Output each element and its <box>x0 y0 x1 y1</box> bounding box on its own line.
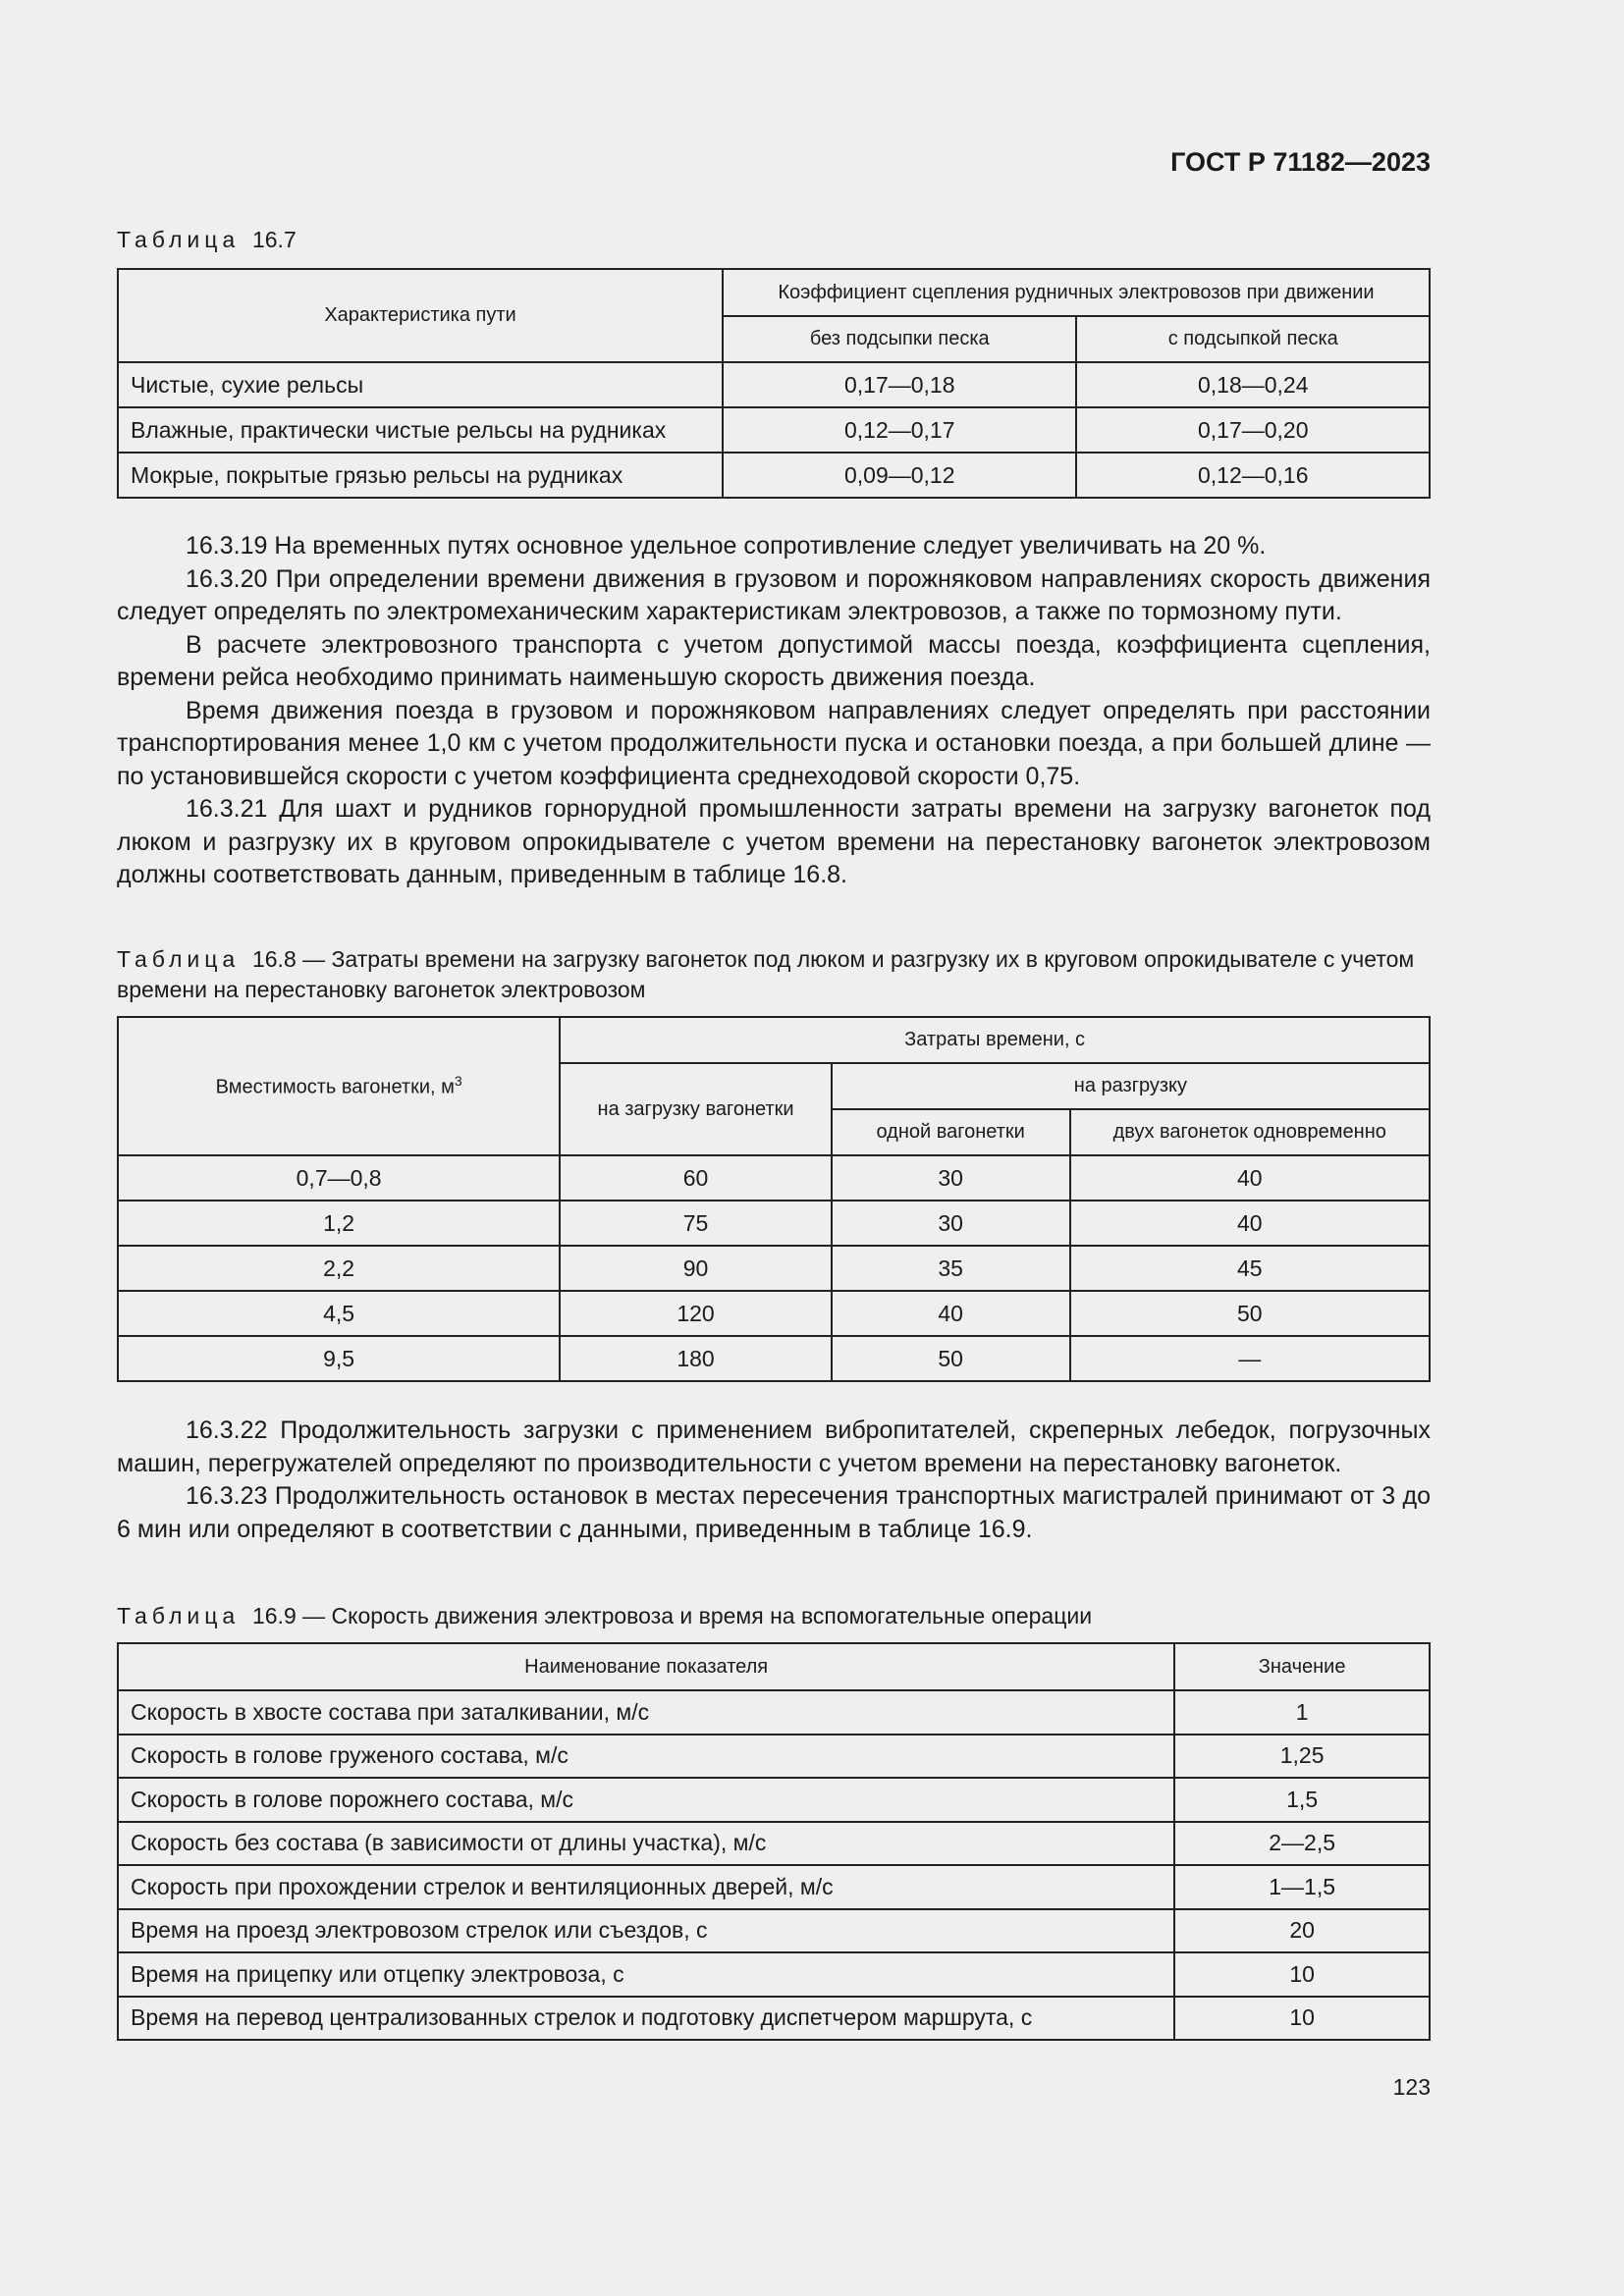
para-travel-time: Время движения поезда в грузовом и порожняковом направлениях следует определять при расстоянии транспортирования менее 1,0 км с учетом продолжительности пуска и остановки поезда, а при большей длине — по установившейся скорости с учетом коэффициента среднеходовой скорости 0,75. <box>117 696 1431 790</box>
table-cell: 30 <box>832 1201 1070 1246</box>
caption-number: 16.7 <box>251 227 297 252</box>
t167-header-sand: с подсыпкой песка <box>1076 316 1430 362</box>
table-16-7 <box>117 268 1431 499</box>
table-cell: 1—1,5 <box>1174 1865 1430 1909</box>
caption-text: 16.9 — Скорость движения электровоза и время на вспомогательные операции <box>251 1603 1093 1629</box>
table-cell: Время на перевод централизованных стрелок и подготовку диспетчером маршрута, с <box>118 1997 1174 2041</box>
paragraphs-16-3-19-to-16-3-21 <box>117 530 1431 892</box>
table-cell: 10 <box>1174 1952 1430 1997</box>
table-16-7-caption <box>117 225 297 255</box>
table-16-8 <box>117 1016 1431 1382</box>
table-cell: 75 <box>560 1201 832 1246</box>
table-cell: 10 <box>1174 1997 1430 2041</box>
table-cell: 1,25 <box>1174 1735 1430 1779</box>
table-row <box>118 362 1430 407</box>
standard-header: ГОСТ Р 71182—2023 <box>1170 147 1431 177</box>
table-row <box>118 1952 1430 1997</box>
t168-header-capacity: Вместимость вагонетки, $м^3$ <box>118 1017 560 1155</box>
table-cell: 0,09—0,12 <box>723 453 1076 498</box>
table-row <box>118 1997 1430 2041</box>
table-cell: 0,18—0,24 <box>1076 362 1430 407</box>
table-row <box>118 1690 1430 1735</box>
table-cell: Время на проезд электровозом стрелок или съездов, с <box>118 1909 1174 1953</box>
table-row <box>118 1822 1430 1866</box>
table-cell: 40 <box>832 1291 1070 1336</box>
t168-body <box>118 1155 1430 1381</box>
table-row <box>118 1246 1430 1291</box>
table-row <box>118 1336 1430 1381</box>
t169-body <box>118 1690 1430 2040</box>
table-cell: Скорость в голове порожнего состава, м/с <box>118 1778 1174 1822</box>
table-cell: Скорость без состава (в зависимости от длины участка), м/с <box>118 1822 1174 1866</box>
table-cell: 50 <box>1070 1291 1431 1336</box>
table-cell: Скорость в голове груженого состава, м/с <box>118 1735 1174 1779</box>
table-cell: 0,17—0,18 <box>723 362 1076 407</box>
table-cell: 1 <box>1174 1690 1430 1735</box>
table-row <box>118 453 1430 498</box>
table-cell: Скорость при прохождении стрелок и вентиляционных дверей, м/с <box>118 1865 1174 1909</box>
table-cell: Чистые, сухие рельсы <box>118 362 723 407</box>
t168-header-unload: на разгрузку <box>832 1063 1430 1109</box>
table-row <box>118 1201 1430 1246</box>
table-cell: 60 <box>560 1155 832 1201</box>
table-cell: 50 <box>832 1336 1070 1381</box>
table-cell: 1,2 <box>118 1201 560 1246</box>
t168-header-two: двух вагонеток одновременно <box>1070 1109 1431 1155</box>
table-cell: 40 <box>1070 1201 1431 1246</box>
caption-word: Таблица <box>117 227 241 252</box>
table-cell: — <box>1070 1336 1431 1381</box>
table-cell: Мокрые, покрытые грязью рельсы на рудниках <box>118 453 723 498</box>
table-cell: 2—2,5 <box>1174 1822 1430 1866</box>
table-cell: 0,17—0,20 <box>1076 407 1430 453</box>
para-16-3-21: 16.3.21 Для шахт и рудников горнорудной промышленности затраты времени на загрузку вагонеток под люком и разгрузку их в круговом опрокидывателе с учетом времени на перестановку вагонеток электровозом должны соответствовать данным, приведенным в таблице 16.8. <box>117 795 1431 888</box>
table-cell: 90 <box>560 1246 832 1291</box>
t168-header-load: на загрузку вагонетки <box>560 1063 832 1155</box>
table-cell: 4,5 <box>118 1291 560 1336</box>
t167-header-no-sand: без подсыпки песка <box>723 316 1076 362</box>
table-cell: 45 <box>1070 1246 1431 1291</box>
t167-body <box>118 362 1430 498</box>
paragraphs-16-3-22-to-16-3-23 <box>117 1415 1431 1546</box>
table-row <box>118 1735 1430 1779</box>
table-cell: 0,7—0,8 <box>118 1155 560 1201</box>
table-cell: 9,5 <box>118 1336 560 1381</box>
t167-header-group: Коэффициент сцепления рудничных электровозов при движении <box>723 269 1430 316</box>
table-cell: 35 <box>832 1246 1070 1291</box>
table-row <box>118 1909 1430 1953</box>
table-16-9 <box>117 1642 1431 2041</box>
caption-text: 16.8 — Затраты времени на загрузку вагонеток под люком и разгрузку их в круговом опрокидывателе с учетом времени на перестановку вагонеток электровозом <box>117 946 1415 1002</box>
table-row <box>118 1155 1430 1201</box>
table-cell: 40 <box>1070 1155 1431 1201</box>
table-row <box>118 1778 1430 1822</box>
t168-header-group: Затраты времени, с <box>560 1017 1430 1063</box>
caption-word: Таблица <box>117 1603 241 1629</box>
table-cell: 120 <box>560 1291 832 1336</box>
t167-header-track: Характеристика пути <box>118 269 723 362</box>
t168-header-one: одной вагонетки <box>832 1109 1070 1155</box>
table-cell: 180 <box>560 1336 832 1381</box>
table-cell: Влажные, практически чистые рельсы на рудниках <box>118 407 723 453</box>
table-16-9-caption <box>117 1601 1431 1631</box>
table-cell: 0,12—0,17 <box>723 407 1076 453</box>
table-cell: 2,2 <box>118 1246 560 1291</box>
t169-header-name: Наименование показателя <box>118 1643 1174 1690</box>
table-cell: 0,12—0,16 <box>1076 453 1430 498</box>
para-16-3-22: 16.3.22 Продолжительность загрузки с применением вибропитателей, скреперных лебедок, погрузочных машин, перегружателей определяют по производительности с учетом времени на перестановку вагонеток. <box>117 1416 1431 1477</box>
page-number: 123 <box>1392 2074 1431 2100</box>
t169-header-value: Значение <box>1174 1643 1430 1690</box>
table-row <box>118 1291 1430 1336</box>
table-cell: Время на прицепку или отцепку электровоза, с <box>118 1952 1174 1997</box>
para-16-3-23: 16.3.23 Продолжительность остановок в местах пересечения транспортных магистралей принимают от 3 до 6 мин или определяют в соответствии с данными, приведенным в таблице 16.9. <box>117 1482 1431 1543</box>
para-16-3-20: 16.3.20 При определении времени движения в грузовом и порожняковом направлениях скорость движения следует определять по электромеханическим характеристикам электровозов, а также по тормозному пути. <box>117 564 1431 625</box>
caption-word: Таблица <box>117 946 241 972</box>
table-row <box>118 407 1430 453</box>
table-row <box>118 1865 1430 1909</box>
para-16-3-19: 16.3.19 На временных путях основное удельное сопротивление следует увеличивать на 20 %. <box>186 532 1267 560</box>
para-calc: В расчете электровозного транспорта с учетом допустимой массы поезда, коэффициента сцепления, времени рейса необходимо принимать наименьшую скорость движения поезда. <box>117 630 1431 691</box>
table-cell: 1,5 <box>1174 1778 1430 1822</box>
table-cell: 20 <box>1174 1909 1430 1953</box>
table-cell: 30 <box>832 1155 1070 1201</box>
table-cell: Скорость в хвосте состава при заталкивании, м/с <box>118 1690 1174 1735</box>
table-16-8-caption <box>117 944 1431 1005</box>
